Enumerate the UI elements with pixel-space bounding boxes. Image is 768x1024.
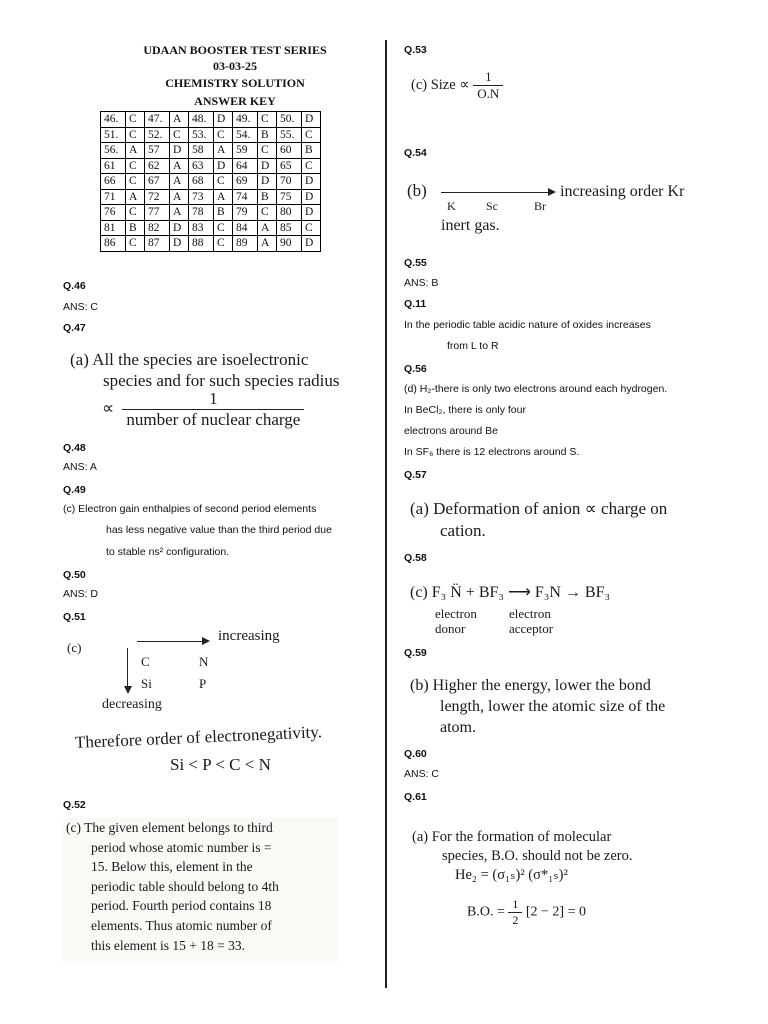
question-number-cell: 80: [277, 205, 302, 221]
question-number-cell: 75: [277, 189, 302, 205]
answer-cell: A: [170, 174, 189, 190]
answer-cell: C: [126, 205, 145, 221]
q54-arrowhead: [548, 188, 556, 196]
question-number-cell: 76: [101, 205, 126, 221]
answer-cell: C: [214, 220, 233, 236]
question-61-label: Q.61: [404, 791, 427, 803]
answer-cell: C: [302, 127, 321, 143]
question-52-solution: [63, 818, 338, 963]
question-55-label: Q.55: [404, 257, 427, 269]
q52-line4: periodic table should belong to 4th: [91, 878, 279, 894]
question-57-solution: [410, 498, 667, 542]
q49-line2: has less negative value than the third period due: [106, 524, 332, 536]
q59-line3: atom.: [440, 719, 476, 736]
answer-cell: D: [302, 174, 321, 190]
question-61-solution: [412, 828, 632, 885]
answer-key-row: [101, 127, 321, 143]
question-50-answer: ANS: D: [63, 588, 99, 600]
answer-cell: C: [214, 236, 233, 252]
question-number-cell: 56.: [101, 143, 126, 159]
q51-option: (c): [67, 640, 82, 655]
q52-line3: 15. Below this, element in the: [91, 859, 253, 875]
question-number-cell: 65: [277, 158, 302, 174]
question-number-cell: 48.: [189, 112, 214, 128]
answer-cell: B: [214, 205, 233, 221]
question-59-label: Q.59: [404, 647, 427, 659]
question-number-cell: 60: [277, 143, 302, 159]
answer-cell: C: [302, 220, 321, 236]
answer-cell: C: [258, 143, 277, 159]
q54-arrow: [441, 192, 549, 193]
question-number-cell: 69: [233, 174, 258, 190]
question-number-cell: 58: [189, 143, 214, 159]
question-number-cell: 62: [145, 158, 170, 174]
q61-numerator: 1: [508, 897, 522, 913]
answer-cell: A: [258, 220, 277, 236]
q51-vertical-arrow: [127, 648, 128, 688]
question-46-answer: ANS: C: [63, 301, 99, 313]
answer-cell: A: [170, 205, 189, 221]
q56-line2: In BeCl₂, there is only four: [404, 404, 526, 416]
answer-key-table: [100, 111, 321, 252]
answer-cell: B: [126, 220, 145, 236]
q54-bromine: Br: [534, 199, 546, 213]
question-number-cell: 77: [145, 205, 170, 221]
question-number-cell: 74: [233, 189, 258, 205]
answer-key-row: [101, 158, 321, 174]
question-number-cell: 70: [277, 174, 302, 190]
q51-electronegativity-order: Si < P < C < N: [170, 755, 271, 774]
q11-line1: In the periodic table acidic nature of oxides increases: [404, 319, 651, 331]
q61-line1: (a) For the formation of molecular: [412, 829, 612, 845]
question-number-cell: 50.: [277, 112, 302, 128]
question-number-cell: 78: [189, 205, 214, 221]
answer-key-row: [101, 205, 321, 221]
q52-line6: elements. Thus atomic number of: [91, 917, 272, 933]
question-53-solution: [411, 69, 503, 102]
answer-cell: D: [258, 174, 277, 190]
question-number-cell: 85: [277, 220, 302, 236]
answer-cell: D: [302, 189, 321, 205]
answer-cell: D: [214, 158, 233, 174]
question-number-cell: 82: [145, 220, 170, 236]
question-number-cell: 86: [101, 236, 126, 252]
q61-line2: species, B.O. should not be zero.: [442, 848, 633, 864]
question-52-label: Q.52: [63, 799, 86, 811]
q53-denominator: O.N: [477, 86, 500, 101]
question-number-cell: 89: [233, 236, 258, 252]
q52-line2: period whose atomic number is =: [91, 839, 272, 855]
answer-cell: D: [302, 112, 321, 128]
answer-key-row: [101, 220, 321, 236]
q56-line4: In SF₆ there is 12 electrons around S.: [404, 446, 580, 458]
question-number-cell: 67: [145, 174, 170, 190]
answer-cell: C: [126, 158, 145, 174]
question-number-cell: 63: [189, 158, 214, 174]
q58-acceptor-line1: electron: [509, 606, 551, 621]
q52-line5: period. Fourth period contains 18: [91, 898, 272, 914]
question-number-cell: 68: [189, 174, 214, 190]
question-number-cell: 83: [189, 220, 214, 236]
header-date: 03-03-25: [213, 59, 257, 73]
answer-key-row: [101, 112, 321, 128]
q53-numerator: 1: [473, 69, 503, 86]
question-number-cell: 88: [189, 236, 214, 252]
q51-increasing: increasing: [218, 628, 280, 644]
q58-donor-line1: electron: [435, 606, 477, 621]
q54-inert-gas: inert gas.: [441, 217, 500, 234]
q51-carbon: C: [141, 654, 150, 669]
answer-cell: C: [126, 236, 145, 252]
q49-line1: (c) Electron gain enthalpies of second period elements: [63, 503, 317, 515]
q47-line1: (a) All the species are isoelectronic: [70, 350, 309, 369]
question-number-cell: 73: [189, 189, 214, 205]
question-number-cell: 79: [233, 205, 258, 221]
question-number-cell: 84: [233, 220, 258, 236]
q51-nitrogen: N: [199, 654, 209, 669]
question-number-cell: 61: [101, 158, 126, 174]
q51-decreasing: decreasing: [102, 697, 162, 712]
question-number-cell: 49.: [233, 112, 258, 128]
answer-cell: A: [170, 112, 189, 128]
answer-cell: C: [258, 112, 277, 128]
answer-cell: A: [214, 189, 233, 205]
q58-donor-line2: donor: [435, 621, 466, 636]
question-number-cell: 71: [101, 189, 126, 205]
q53-size: (c) Size ∝: [411, 77, 470, 93]
question-60-label: Q.60: [404, 748, 427, 760]
answer-cell: A: [170, 189, 189, 205]
question-number-cell: 52.: [145, 127, 170, 143]
question-number-cell: 47.: [145, 112, 170, 128]
answer-key-row: [101, 174, 321, 190]
q57-line1: (a) Deformation of anion ∝ charge on: [410, 499, 668, 518]
answer-cell: C: [170, 127, 189, 143]
q61-line3: He₂ = (σ₁ₛ)² (σ*₁ₛ)²: [455, 867, 568, 883]
answer-cell: A: [126, 143, 145, 159]
proportional-symbol: ∝: [102, 398, 115, 418]
answer-cell: A: [126, 189, 145, 205]
question-59-solution: [410, 675, 665, 738]
answer-cell: B: [302, 143, 321, 159]
question-48-answer: ANS: A: [63, 461, 97, 473]
question-number-cell: 51.: [101, 127, 126, 143]
question-number-cell: 53.: [189, 127, 214, 143]
answer-cell: D: [302, 205, 321, 221]
q52-line7: this element is 15 + 18 = 33.: [91, 937, 245, 953]
question-47-label: Q.47: [63, 322, 86, 334]
q51-arrowhead-down: [124, 686, 132, 694]
answer-cell: D: [258, 158, 277, 174]
answer-cell: D: [170, 220, 189, 236]
question-60-answer: ANS: C: [404, 768, 440, 780]
answer-cell: C: [302, 158, 321, 174]
answer-cell: C: [126, 127, 145, 143]
header-answer-key: ANSWER KEY: [194, 94, 276, 108]
answer-cell: B: [258, 189, 277, 205]
question-number-cell: 87: [145, 236, 170, 252]
answer-cell: C: [126, 174, 145, 190]
q47-line2: species and for such species radius: [103, 371, 340, 390]
q61-bo-label: B.O. =: [467, 904, 505, 920]
q54-option: (b): [407, 181, 427, 200]
header-title: UDAAN BOOSTER TEST SERIES: [143, 43, 327, 57]
question-number-cell: 59: [233, 143, 258, 159]
question-54-label: Q.54: [404, 147, 427, 159]
answer-cell: D: [214, 112, 233, 128]
question-49-label: Q.49: [63, 484, 86, 496]
answer-cell: A: [258, 236, 277, 252]
question-56-label: Q.56: [404, 363, 427, 375]
question-number-cell: 57: [145, 143, 170, 159]
header-subject: CHEMISTRY SOLUTION: [165, 76, 305, 90]
answer-cell: A: [214, 143, 233, 159]
q58-electron-acceptor: [509, 606, 553, 636]
q56-line1: (d) H₂-there is only two electrons around each hydrogen.: [404, 383, 668, 395]
question-number-cell: 54.: [233, 127, 258, 143]
answer-cell: B: [258, 127, 277, 143]
q58-acceptor-line2: acceptor: [509, 621, 554, 636]
question-number-cell: 90: [277, 236, 302, 252]
q61-denominator: 2: [512, 913, 519, 927]
q58-electron-donor: [435, 606, 477, 636]
column-divider: [385, 40, 387, 988]
question-number-cell: 46.: [101, 112, 126, 128]
question-number-cell: 72: [145, 189, 170, 205]
question-number-cell: 55.: [277, 127, 302, 143]
answer-cell: C: [126, 112, 145, 128]
q47-fraction: [102, 389, 304, 430]
answer-cell: C: [258, 205, 277, 221]
q58-equation: (c) F₃ N̈ + BF₃ ⟶ F₃N → BF₃: [410, 584, 611, 601]
q51-horizontal-arrow: [137, 641, 203, 642]
q54-potassium: K: [447, 199, 456, 213]
q54-scandium: Sc: [486, 199, 498, 213]
question-55-answer: ANS: B: [404, 277, 439, 289]
q57-line2: cation.: [440, 521, 486, 540]
question-48-label: Q.48: [63, 442, 86, 454]
q52-line1: (c) The given element belongs to third: [66, 820, 273, 835]
q59-line2: length, lower the atomic size of the: [440, 698, 666, 715]
question-number-cell: 66: [101, 174, 126, 190]
question-57-label: Q.57: [404, 469, 427, 481]
q56-line3: electrons around Be: [404, 425, 498, 437]
q49-line3: to stable ns² configuration.: [106, 546, 230, 558]
answer-cell: C: [214, 127, 233, 143]
answer-cell: A: [170, 158, 189, 174]
answer-key-row: [101, 236, 321, 252]
answer-key-row: [101, 189, 321, 205]
q51-therefore: Therefore order of electronegativity.: [74, 722, 323, 752]
q54-increasing-order: increasing order Kr: [560, 183, 685, 200]
q61-bond-order: [467, 897, 586, 928]
q51-arrowhead-right: [202, 637, 210, 645]
question-47-solution: [70, 349, 340, 391]
question-46-label: Q.46: [63, 280, 86, 292]
answer-cell: D: [170, 143, 189, 159]
q47-denominator: number of nuclear charge: [126, 410, 301, 429]
answer-key-row: [101, 143, 321, 159]
question-11-label: Q.11: [404, 298, 427, 310]
answer-cell: C: [214, 174, 233, 190]
answer-cell: D: [170, 236, 189, 252]
q47-numerator: 1: [122, 389, 304, 410]
question-number-cell: 64: [233, 158, 258, 174]
q11-line2: from L to R: [447, 340, 499, 352]
q61-bo-result: [2 − 2] = 0: [525, 904, 586, 920]
question-51-label: Q.51: [63, 611, 86, 623]
question-50-label: Q.50: [63, 569, 86, 581]
question-53-label: Q.53: [404, 44, 427, 56]
q51-phosphorus: P: [199, 676, 207, 691]
q51-silicon: Si: [141, 676, 152, 691]
question-58-label: Q.58: [404, 552, 427, 564]
q59-line1: (b) Higher the energy, lower the bond: [410, 677, 651, 694]
question-number-cell: 81: [101, 220, 126, 236]
answer-cell: D: [302, 236, 321, 252]
